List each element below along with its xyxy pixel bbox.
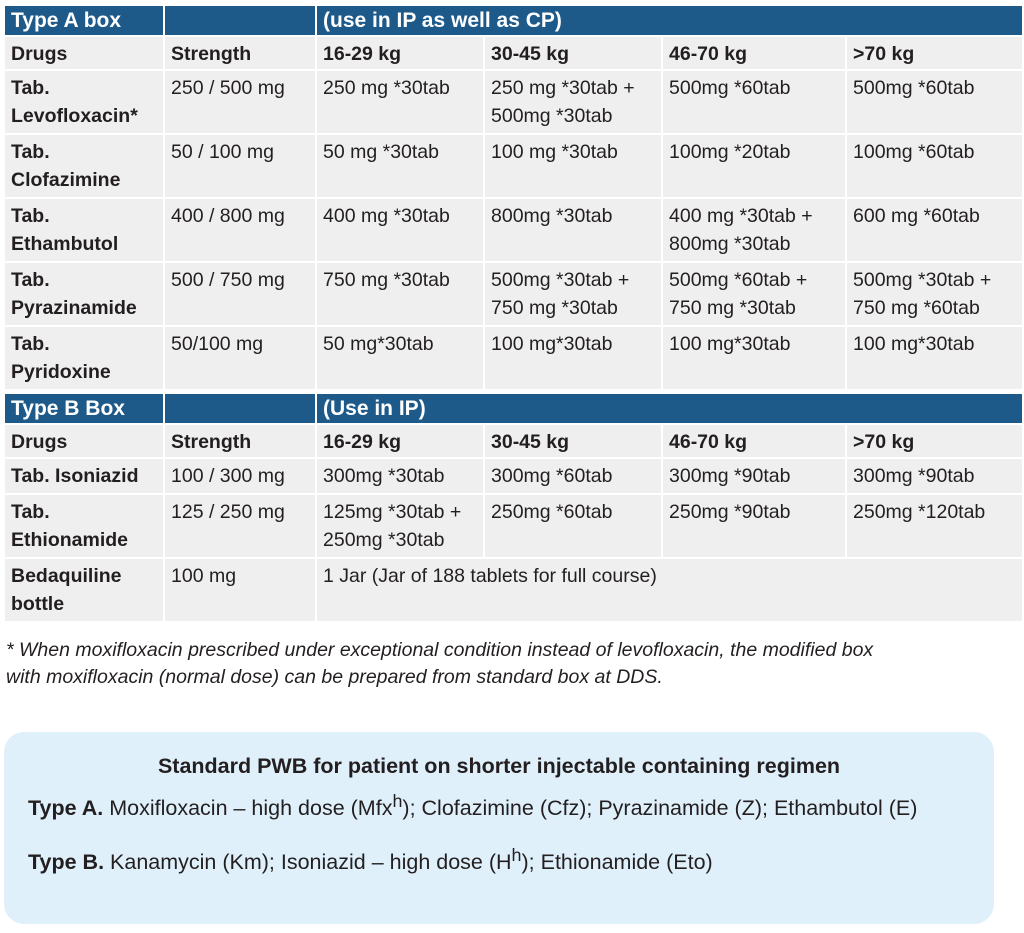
dose-cell-16-29kg [317, 495, 483, 557]
drug-name-cell [5, 495, 163, 557]
column-header-46-70kg: 46-70 kg [663, 37, 845, 69]
dose-cell-over-70kg [847, 459, 1022, 493]
type-b-column-header-row [5, 425, 1022, 457]
bedaquiline-jar-note: 1 Jar (Jar of 188 tablets for full course) [317, 559, 1022, 621]
strength-cell: 100 mg [165, 559, 315, 621]
table-row [5, 199, 1022, 261]
dose-cell-30-45kg [485, 263, 661, 325]
table-row [5, 71, 1022, 133]
dose-cell-46-70kg [663, 495, 845, 557]
column-header-16-29kg: 16-29 kg [317, 425, 483, 457]
dose-46-70kg-line-2: 750 mg *30tab [669, 297, 796, 319]
drug-name-cell [5, 135, 163, 197]
dose-16-29kg-line-1: 50 mg*30tab [323, 333, 434, 355]
column-header-16-29kg: 16-29 kg [317, 37, 483, 69]
column-header-30-45kg: 30-45 kg [485, 37, 661, 69]
pwb-type-b-text-2: ); Ethionamide (Eto) [521, 850, 713, 875]
strength-cell: 50 / 100 mg [165, 135, 315, 197]
pwb-type-a-superscript: h [392, 791, 403, 811]
table-row-bedaquiline [5, 559, 1022, 621]
table-row [5, 495, 1022, 557]
dose-30-45kg-line-1: 100 mg*30tab [491, 333, 613, 355]
drug-name-line-2: Clofazimine [11, 169, 121, 191]
dose-30-45kg-line-1: 250 mg *30tab + [491, 77, 635, 99]
pwb-type-b-label: Type B. [28, 850, 105, 875]
pwb-title: Standard PWB for patient on shorter injectable containing regimen [157, 754, 841, 778]
dose-30-45kg-line-1: 800mg *30tab [491, 205, 613, 227]
type-a-title: Type A box [5, 6, 163, 35]
dose-16-29kg-line-1: 250 mg *30tab [323, 77, 450, 99]
type-b-header-row [5, 394, 1022, 423]
dose-46-70kg-line-1: 400 mg *30tab + [669, 205, 813, 227]
dose-over-70kg-line-1: 500mg *60tab [853, 77, 975, 99]
drug-name-line-2: Pyridoxine [11, 361, 111, 383]
dose-cell-over-70kg [847, 495, 1022, 557]
dose-cell-16-29kg [317, 199, 483, 261]
dose-cell-16-29kg [317, 71, 483, 133]
drug-name-line-1: Tab. [11, 501, 50, 523]
drug-name-line-2: Pyrazinamide [11, 297, 137, 319]
table-row [5, 135, 1022, 197]
dose-30-45kg-line-1: 300mg *60tab [491, 465, 613, 487]
drug-name-cell [5, 559, 163, 621]
dose-cell-over-70kg [847, 199, 1022, 261]
drug-name-line-1: Tab. [11, 333, 50, 355]
drug-name-line-2: bottle [11, 593, 65, 615]
column-header-drugs: Drugs [5, 37, 163, 69]
dose-cell-16-29kg [317, 459, 483, 493]
column-header-strength: Strength [165, 37, 315, 69]
drug-name-line-1: Tab. [11, 77, 50, 99]
dose-16-29kg-line-1: 300mg *30tab [323, 465, 445, 487]
strength-cell: 500 / 750 mg [165, 263, 315, 325]
table-row [5, 263, 1022, 325]
type-b-usage-note: (Use in IP) [317, 394, 1022, 423]
type-b-table [3, 392, 1024, 623]
dose-cell-46-70kg [663, 263, 845, 325]
dose-cell-over-70kg [847, 327, 1022, 389]
dose-46-70kg-line-1: 500mg *60tab + [669, 269, 808, 291]
dose-over-70kg-line-1: 250mg *120tab [853, 501, 986, 523]
type-a-header-blank [165, 6, 315, 35]
dose-16-29kg-line-1: 50 mg *30tab [323, 141, 440, 163]
dose-over-70kg-line-1: 100 mg*30tab [853, 333, 975, 355]
dose-30-45kg-line-2: 500mg *30tab [491, 105, 613, 127]
footnote-line-2: with moxifloxacin (normal dose) can be prepared from standard box at DDS. [6, 666, 663, 688]
drug-name-line-1: Tab. Isoniazid [11, 465, 139, 487]
pwb-type-a-text-2: ); Clofazimine (Cfz); Pyrazinamide (Z); Ethambutol (E) [402, 796, 918, 821]
strength-cell: 125 / 250 mg [165, 495, 315, 557]
drug-name-line-2: Ethionamide [11, 529, 129, 551]
dose-cell-over-70kg [847, 135, 1022, 197]
dose-cell-30-45kg [485, 495, 661, 557]
dose-46-70kg-line-1: 100 mg*30tab [669, 333, 791, 355]
dose-30-45kg-line-1: 250mg *60tab [491, 501, 613, 523]
footnote-line-1: * When moxifloxacin prescribed under exceptional condition instead of levofloxacin, the modified box [6, 639, 874, 661]
dose-over-70kg-line-1: 600 mg *60tab [853, 205, 980, 227]
strength-cell: 100 / 300 mg [165, 459, 315, 493]
drug-name-line-1: Tab. [11, 141, 50, 163]
column-header-strength: Strength [165, 425, 315, 457]
dose-cell-46-70kg [663, 459, 845, 493]
dose-cell-30-45kg [485, 71, 661, 133]
type-a-column-header-row [5, 37, 1022, 69]
type-a-usage-note: (use in IP as well as CP) [317, 6, 1022, 35]
strength-cell: 50/100 mg [165, 327, 315, 389]
column-header-46-70kg: 46-70 kg [663, 425, 845, 457]
dose-cell-30-45kg [485, 199, 661, 261]
dose-cell-46-70kg [663, 71, 845, 133]
pwb-type-a-label: Type A. [28, 796, 104, 821]
dose-over-70kg-line-1: 300mg *90tab [853, 465, 975, 487]
standard-pwb-box [4, 732, 994, 924]
type-a-table [3, 4, 1024, 391]
dose-cell-46-70kg [663, 327, 845, 389]
dose-cell-over-70kg [847, 263, 1022, 325]
dose-cell-16-29kg [317, 327, 483, 389]
dose-30-45kg-line-2: 750 mg *30tab [491, 297, 618, 319]
column-header-over-70kg: >70 kg [847, 425, 1022, 457]
dose-16-29kg-line-1: 750 mg *30tab [323, 269, 450, 291]
dose-cell-16-29kg [317, 263, 483, 325]
pwb-type-b-text-1: Kanamycin (Km); Isoniazid – high dose (H [104, 850, 512, 875]
drug-name-cell [5, 71, 163, 133]
type-b-header-blank [165, 394, 315, 423]
dose-16-29kg-line-1: 125mg *30tab + [323, 501, 462, 523]
dose-cell-16-29kg [317, 135, 483, 197]
drug-name-cell [5, 199, 163, 261]
drug-name-line-2: Ethambutol [11, 233, 119, 255]
table-row [5, 459, 1022, 493]
drug-name-cell [5, 263, 163, 325]
column-header-30-45kg: 30-45 kg [485, 425, 661, 457]
drug-name-line-1: Tab. [11, 269, 50, 291]
column-header-drugs: Drugs [5, 425, 163, 457]
dose-over-70kg-line-1: 500mg *30tab + [853, 269, 992, 291]
drug-name-cell [5, 327, 163, 389]
dose-46-70kg-line-1: 100mg *20tab [669, 141, 791, 163]
levofloxacin-footnote [6, 637, 1016, 691]
dose-46-70kg-line-1: 250mg *90tab [669, 501, 791, 523]
dose-16-29kg-line-2: 250mg *30tab [323, 529, 445, 551]
dose-cell-30-45kg [485, 135, 661, 197]
type-b-title: Type B Box [5, 394, 163, 423]
dose-cell-46-70kg [663, 135, 845, 197]
pwb-type-a-line [28, 786, 970, 824]
drug-name-line-1: Bedaquiline [11, 565, 122, 587]
dose-30-45kg-line-1: 100 mg *30tab [491, 141, 618, 163]
pwb-type-b-superscript: h [511, 845, 522, 866]
drug-name-cell [5, 459, 163, 493]
drug-name-line-1: Tab. [11, 205, 50, 227]
dose-46-70kg-line-1: 500mg *60tab [669, 77, 791, 99]
dose-30-45kg-line-1: 500mg *30tab + [491, 269, 630, 291]
pwb-type-b-line [28, 840, 970, 878]
dose-46-70kg-line-2: 800mg *30tab [669, 233, 791, 255]
dose-cell-46-70kg [663, 199, 845, 261]
dose-46-70kg-line-1: 300mg *90tab [669, 465, 791, 487]
dose-16-29kg-line-1: 400 mg *30tab [323, 205, 450, 227]
dose-over-70kg-line-2: 750 mg *60tab [853, 297, 980, 319]
type-a-header-row [5, 6, 1022, 35]
dose-cell-over-70kg [847, 71, 1022, 133]
column-header-over-70kg: >70 kg [847, 37, 1022, 69]
strength-cell: 250 / 500 mg [165, 71, 315, 133]
pwb-type-a-text-1: Moxifloxacin – high dose (Mfx [103, 796, 393, 821]
drug-name-line-2: Levofloxacin* [11, 105, 138, 127]
dose-over-70kg-line-1: 100mg *60tab [853, 141, 975, 163]
table-row [5, 327, 1022, 389]
dose-cell-30-45kg [485, 459, 661, 493]
strength-cell: 400 / 800 mg [165, 199, 315, 261]
dose-cell-30-45kg [485, 327, 661, 389]
